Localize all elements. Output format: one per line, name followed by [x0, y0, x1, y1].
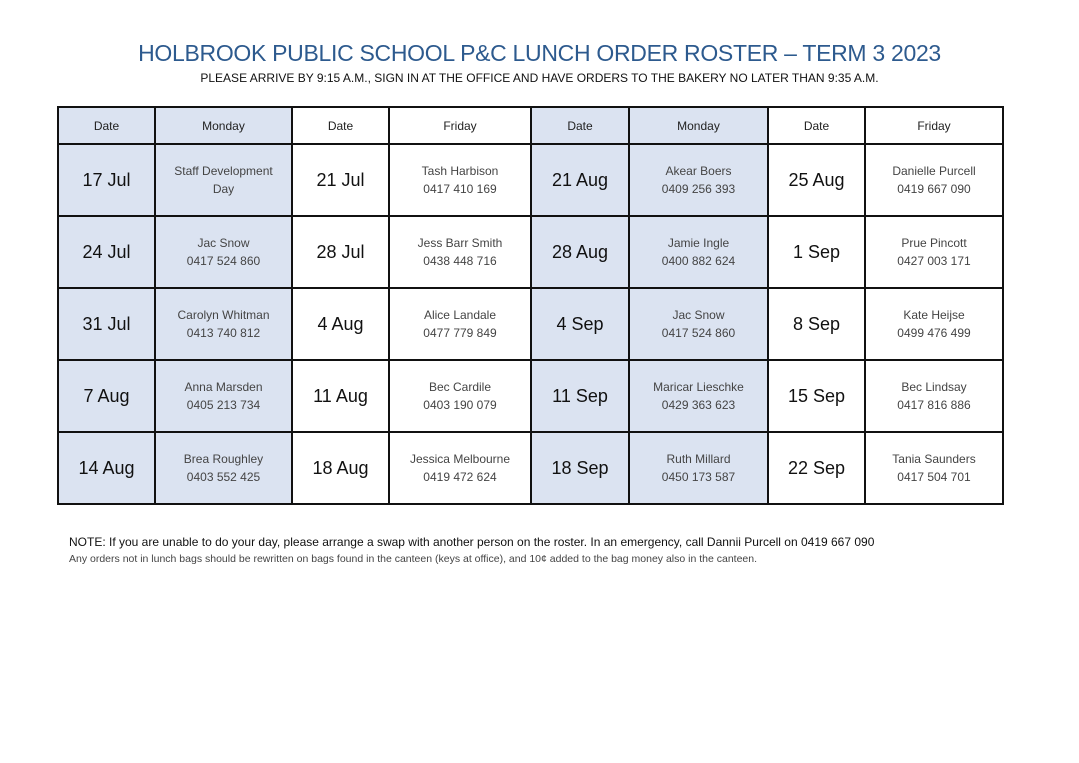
roster-volunteer-cell	[389, 216, 531, 288]
roster-date-cell: 14 Aug	[58, 432, 155, 504]
volunteer-phone: 0429 363 623	[661, 398, 736, 412]
volunteer-name: Bec Cardile	[428, 380, 492, 394]
roster-date-cell: 25 Aug	[768, 144, 865, 216]
volunteer-phone: 0477 779 849	[423, 326, 497, 340]
volunteer-phone: 0499 476 499	[897, 326, 971, 340]
volunteer-name: Kate Heijse	[903, 308, 965, 322]
roster-date-cell: 7 Aug	[58, 360, 155, 432]
volunteer-name: Maricar Lieschke	[653, 380, 744, 394]
roster-row	[58, 360, 1003, 432]
volunteer-phone: 0417 524 860	[661, 326, 736, 340]
roster-date-cell: 21 Aug	[531, 144, 629, 216]
volunteer-phone: 0403 552 425	[186, 470, 261, 484]
roster-date-cell: 11 Sep	[531, 360, 629, 432]
roster-volunteer-cell	[629, 144, 768, 216]
volunteer-phone: 0417 410 169	[423, 182, 497, 196]
roster-date-cell: 31 Jul	[58, 288, 155, 360]
roster-row	[58, 144, 1003, 216]
roster-date-cell: 21 Jul	[292, 144, 389, 216]
volunteer-phone: 0417 504 701	[897, 470, 971, 484]
roster-volunteer-cell	[865, 144, 1003, 216]
roster-volunteer-cell	[629, 360, 768, 432]
roster-volunteer-cell	[389, 360, 531, 432]
roster-date-cell: 22 Sep	[768, 432, 865, 504]
volunteer-name: Danielle Purcell	[892, 164, 976, 178]
roster-date-cell: 17 Jul	[58, 144, 155, 216]
volunteer-name: Tania Saunders	[892, 452, 976, 466]
roster-row	[58, 216, 1003, 288]
volunteer-name: Tash Harbison	[421, 164, 499, 178]
volunteer-phone: 0417 816 886	[897, 398, 971, 412]
volunteer-name: Akear Boers	[665, 164, 732, 178]
roster-volunteer-cell	[155, 216, 292, 288]
roster-table	[57, 106, 1004, 505]
roster-date-cell: 18 Aug	[292, 432, 389, 504]
volunteer-phone: 0438 448 716	[423, 254, 497, 268]
page-title: HOLBROOK PUBLIC SCHOOL P&C LUNCH ORDER ROSTER – TERM 3 2023	[138, 40, 941, 66]
volunteer-phone: 0403 190 079	[423, 398, 497, 412]
roster-date-cell: 24 Jul	[58, 216, 155, 288]
volunteer-name: Jac Snow	[672, 308, 725, 322]
volunteer-name: Staff Development	[174, 164, 273, 178]
roster-volunteer-cell	[389, 144, 531, 216]
volunteer-name: Jamie Ingle	[667, 236, 730, 250]
roster-volunteer-cell	[629, 288, 768, 360]
roster-date-cell: 4 Aug	[292, 288, 389, 360]
volunteer-name: Anna Marsden	[184, 380, 263, 394]
roster-volunteer-cell	[629, 432, 768, 504]
header-date: Date	[531, 107, 629, 144]
volunteer-name: Jessica Melbourne	[409, 452, 511, 466]
header-friday: Friday	[389, 107, 531, 144]
header-date: Date	[768, 107, 865, 144]
roster-date-cell: 8 Sep	[768, 288, 865, 360]
roster-date-cell: 28 Jul	[292, 216, 389, 288]
volunteer-name: Ruth Millard	[666, 452, 731, 466]
volunteer-name: Jac Snow	[197, 236, 250, 250]
volunteer-phone: 0409 256 393	[661, 182, 736, 196]
header-date: Date	[58, 107, 155, 144]
volunteer-name: Bec Lindsay	[901, 380, 967, 394]
roster-date-cell: 18 Sep	[531, 432, 629, 504]
roster-volunteer-cell	[865, 360, 1003, 432]
note-subtext: Any orders not in lunch bags should be rewritten on bags found in the canteen (keys at office), and 10¢ added to the bag money also in the canteen.	[69, 553, 758, 565]
page-subtitle: PLEASE ARRIVE BY 9:15 A.M., SIGN IN AT THE OFFICE AND HAVE ORDERS TO THE BAKERY NO LATER THAN 9:35 A.M.	[200, 71, 879, 85]
roster-volunteer-cell	[629, 216, 768, 288]
roster-volunteer-cell	[155, 144, 292, 216]
volunteer-phone: 0419 472 624	[423, 470, 497, 484]
volunteer-name: Carolyn Whitman	[177, 308, 270, 322]
roster-volunteer-cell	[389, 432, 531, 504]
volunteer-phone: 0417 524 860	[186, 254, 261, 268]
roster-volunteer-cell	[865, 432, 1003, 504]
roster-volunteer-cell	[155, 432, 292, 504]
roster-volunteer-cell	[865, 216, 1003, 288]
volunteer-name: Prue Pincott	[901, 236, 967, 250]
header-monday: Monday	[155, 107, 292, 144]
roster-header-row	[58, 107, 1003, 144]
roster-volunteer-cell	[389, 288, 531, 360]
volunteer-name: Alice Landale	[423, 308, 497, 322]
roster-date-cell: 28 Aug	[531, 216, 629, 288]
header-friday: Friday	[865, 107, 1003, 144]
roster-row	[58, 288, 1003, 360]
roster-volunteer-cell	[155, 360, 292, 432]
volunteer-phone: 0450 173 587	[661, 470, 736, 484]
roster-date-cell: 15 Sep	[768, 360, 865, 432]
note-text: NOTE: If you are unable to do your day, please arrange a swap with another person on the roster. In an emergency, call Dannii Purcell on 0419 667 090	[69, 535, 875, 549]
volunteer-phone: 0400 882 624	[661, 254, 736, 268]
header-date: Date	[292, 107, 389, 144]
volunteer-name: Brea Roughley	[183, 452, 264, 466]
roster-body	[58, 144, 1003, 504]
volunteer-name: Jess Barr Smith	[417, 236, 503, 250]
volunteer-phone: Day	[212, 182, 235, 196]
roster-date-cell: 4 Sep	[531, 288, 629, 360]
volunteer-phone: 0413 740 812	[186, 326, 261, 340]
volunteer-phone: 0427 003 171	[897, 254, 971, 268]
roster-volunteer-cell	[155, 288, 292, 360]
volunteer-phone: 0405 213 734	[186, 398, 261, 412]
header-monday: Monday	[629, 107, 768, 144]
volunteer-phone: 0419 667 090	[897, 182, 971, 196]
roster-row	[58, 432, 1003, 504]
roster-volunteer-cell	[865, 288, 1003, 360]
roster-date-cell: 1 Sep	[768, 216, 865, 288]
roster-date-cell: 11 Aug	[292, 360, 389, 432]
